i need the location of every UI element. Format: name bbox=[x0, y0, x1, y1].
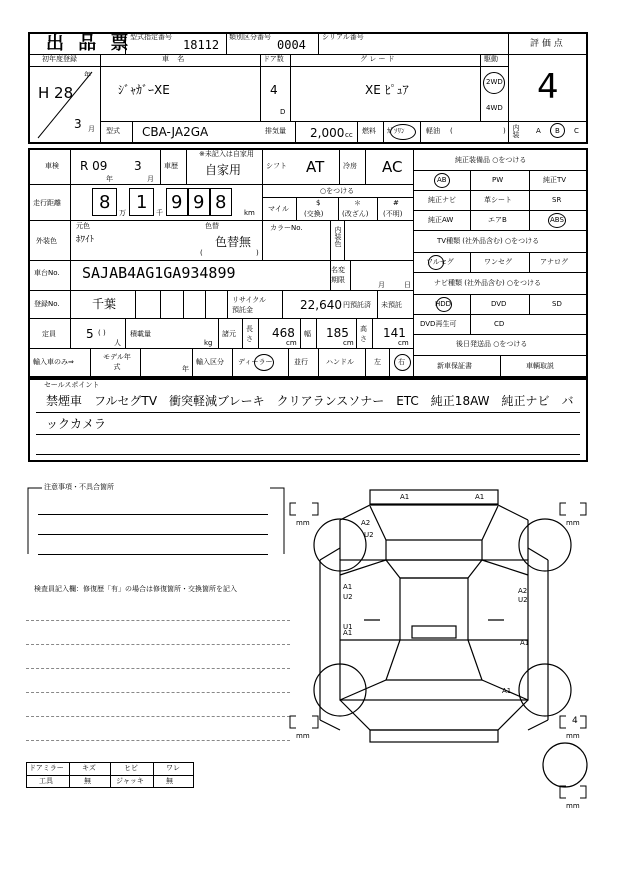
color-change: 色替無 bbox=[215, 235, 252, 249]
first-reg-year: H 28 bbox=[38, 84, 74, 102]
length-value: 468 bbox=[272, 326, 295, 340]
sales-point-label: セールスポイント bbox=[44, 381, 100, 389]
shaken-year: R 09 bbox=[80, 159, 108, 173]
sales-point-line1: 禁煙車 フルセグTV 衝突軽減ブレーキ クリアランスソナー ETC 純正18AW 純正ナビ バ bbox=[46, 394, 574, 408]
recycle-amount: 22,640 bbox=[300, 298, 342, 312]
vin-number: SAJAB4AG1GA934899 bbox=[82, 264, 236, 282]
height-value: 141 bbox=[383, 326, 406, 340]
grade-value: XE ﾋﾟｭｱ bbox=[365, 83, 409, 97]
mileage-digit-4: 9 bbox=[193, 192, 205, 213]
mileage-digit-2: 1 bbox=[136, 192, 148, 213]
inspector-note: 検査員記入欄：修復歴「有」の場合は修復箇所・交換箇所を記入 bbox=[34, 585, 237, 593]
mileage-digit-5: 8 bbox=[215, 192, 227, 213]
notes-title: 注意事項・不具合箇所 bbox=[44, 483, 114, 491]
displacement: 2,000 bbox=[310, 126, 345, 140]
shift-value: AT bbox=[306, 158, 325, 176]
form-title: 出 品 票 bbox=[46, 33, 133, 54]
mileage-digit-3: 9 bbox=[171, 192, 183, 213]
car-name: ｼﾞｬｶﾞｰXE bbox=[118, 83, 170, 97]
score-value: 4 bbox=[537, 67, 559, 107]
first-reg-month: 3 bbox=[74, 117, 82, 131]
model-type: CBA-JA2GA bbox=[142, 125, 209, 139]
ac-value: AC bbox=[382, 158, 403, 176]
class-number: 0004 bbox=[277, 38, 306, 52]
history-value: 自家用 bbox=[205, 163, 242, 177]
original-color: ﾎﾜｲﾄ bbox=[76, 235, 95, 245]
model-number: 18112 bbox=[183, 38, 220, 52]
capacity-value: 5 bbox=[86, 327, 94, 341]
width-value: 185 bbox=[326, 326, 349, 340]
sales-point-line2: ックカメラ bbox=[46, 417, 107, 431]
reg-area: 千葉 bbox=[92, 297, 117, 311]
shaken-month: 3 bbox=[134, 159, 142, 173]
door-count: 4 bbox=[270, 83, 278, 97]
mileage-digit-1: 8 bbox=[99, 192, 111, 213]
tire-value: 4 bbox=[572, 716, 578, 726]
